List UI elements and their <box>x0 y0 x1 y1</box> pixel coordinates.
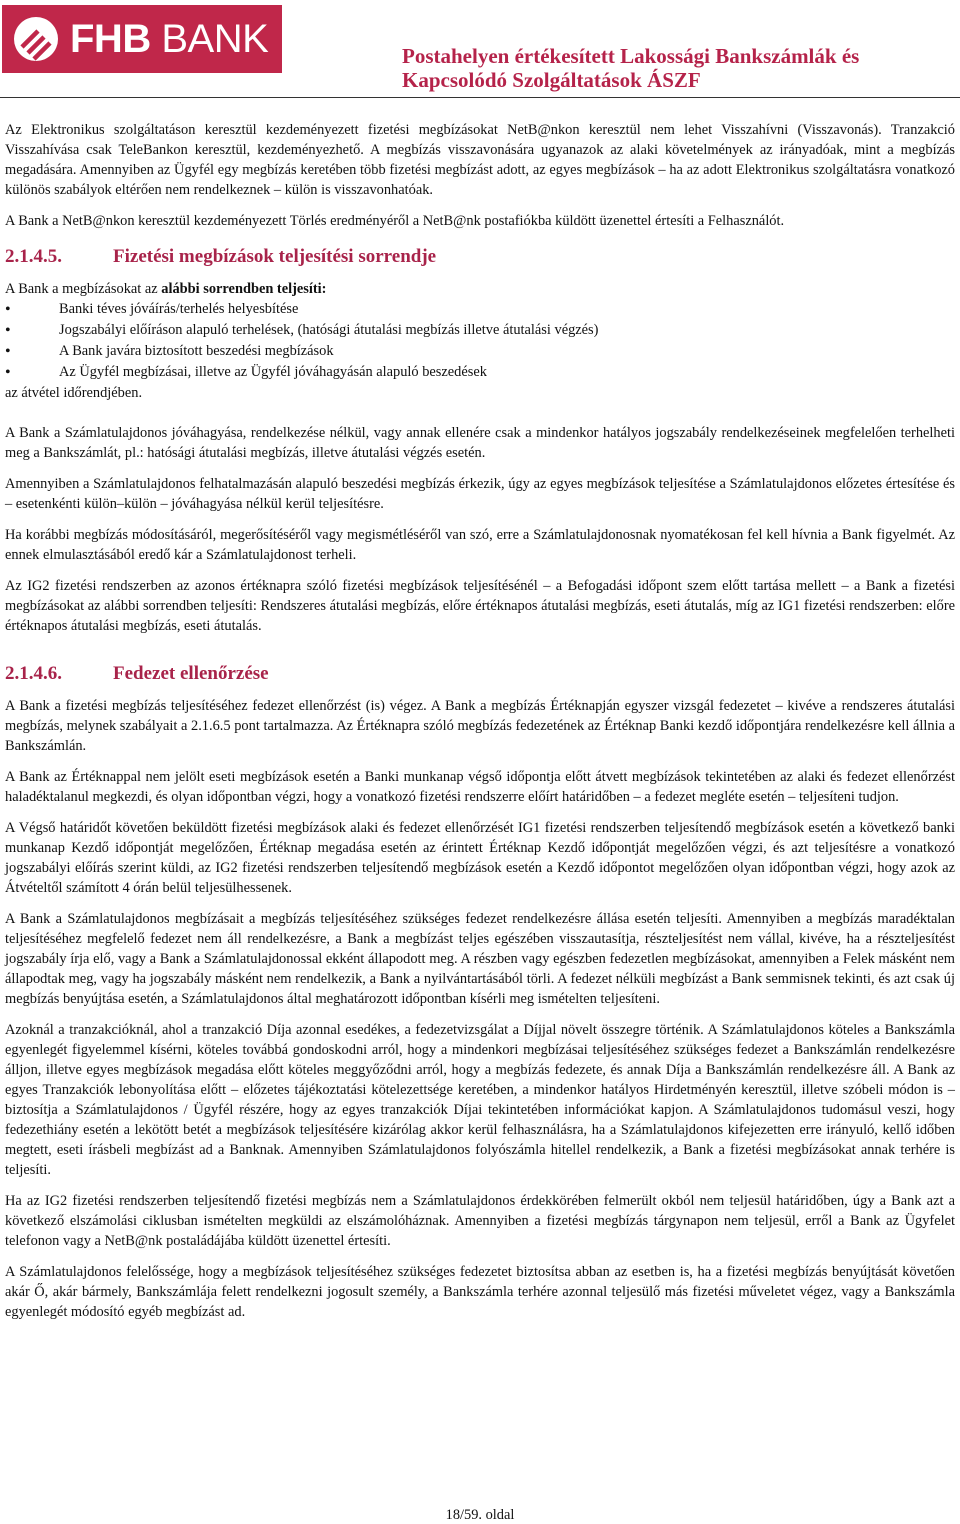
section2-paragraph: A Bank a fizetési megbízás teljesítéséhez fedezet ellenőrzést (is) végez. A Bank a megbízás Értéknapján egyszer vizsgál fedezetet – kivéve a rendszeres átutalási megbízás, melynek szabályait a 2.1.6.5 pont tartalmazza. Az Értéknapra szóló megbízás fedezetének az Értéknap Banki kezdő időpontjára rendelkezésre kell állnia a Bankszámlán. <box>5 698 955 754</box>
section-heading-fedezet-ellenorzese <box>5 662 955 686</box>
document-title-line2: Kapcsolódó Szolgáltatások ÁSZF <box>402 68 701 92</box>
priority-list <box>5 299 955 383</box>
fhb-logo-mark-icon <box>14 17 58 61</box>
logo-wordmark <box>70 19 268 59</box>
section1-paragraph: Amennyiben a Számlatulajdonos felhatalmazásán alapuló beszedési megbízás érkezik, úgy az egyes megbízások teljesítése a Számlatulajdonos előzetes értesítése és – esetenkénti külön–külön – jóváhagyása nélkül kerül teljesítésre. <box>5 476 955 512</box>
document-title-line1: Postahelyen értékesített Lakossági Bankszámlák és <box>402 44 860 68</box>
section-number: 2.1.4.5. <box>5 246 62 267</box>
list-item: • Az Ügyfél megbízásai, illetve az Ügyfél jóváhagyásán alapuló beszedések <box>5 362 955 383</box>
document-title <box>402 44 922 92</box>
section2-paragraph: A Számlatulajdonos felelőssége, hogy a megbízások teljesítéséhez szükséges fedezetet biztosítsa abban az esetben is, ha a fizetési megbízás benyújtását követően akár Ő, akár bármely, Bankszámlája felett rendelkezni jogosult személy, a Bankszámla terhére azonnal teljesülő más fizetési műveletet végez, vagy a Bankszámla egyenlegét módosító egyéb megbízást ad. <box>5 1264 955 1320</box>
list-item: • Banki téves jóváírás/terhelés helyesbítése <box>5 299 955 320</box>
section1-paragraph: Ha korábbi megbízás módosításáról, megerősítéséről vagy megismétléséről van szó, erre a Számlatulajdonosnak nyomatékosan fel kell hívnia a Bank figyelmét. Az ennek elmulasztásából eredő kár a Számlatulajdonost terheli. <box>5 527 955 563</box>
section2-paragraph: Azoknál a tranzakcióknál, ahol a tranzakció Díja azonnal esedékes, a fedezetvizsgálat a Díjjal növelt összegre történik. A Számlatulajdonos köteles a Bankszámla egyenlegét figyelemmel kísérni, köteles továbbá gondoskodni arról, hogy a mindenkori megbízásai teljesítéséhez szükséges fedezet a Bankszámlán rendelkezésre álljon, illetve egyes megbízások megadása előtt köteles meggyőződni arról, hogy a megbízás fedezete, és annak Díja a Bankszámlán rendelkezésre áll. A Bank az egyes Tranzakciók lebonyolítása előtt – előzetes tájékoztatási kötelezettsége keretében, a mindenkor hatályos Hirdetményén keresztül, illetve szóbeli módon is – biztosítja a Számlatulajdonos / Ügyfél részére, hogy az egyes tranzakciók Díjai tekintetében információkat kapjon. A Számlatulajdonos tudomásul veszi, hogy fedezethiány esetén a lekötött betét a megbízások teljesítésére kizárólag akkor kerül felhasználásra, ha a Számlatulajdonos kifejezetten erre irányuló, kellő időben megtett, eseti írásbeli megbízást ad a Banknak. Amennyiben Számlatulajdonos folyószámla hitellel rendelkezik, a Bank a fizetési megbízásokat annak terhére is teljesíti. <box>5 1022 955 1178</box>
document-body <box>5 120 955 1333</box>
section2-paragraph: Ha az IG2 fizetési rendszerben teljesítendő fizetési megbízás nem a Számlatulajdonos érdekkörében felmerült okból nem teljesül határidőben, úgy a Bank azt a következő elszámolási ciklusban ismételten megküldi az elszámolóháznak. Amennyiben a fizetési megbízás tárgynapon nem teljesül, erről a Bank az Ügyfelet telefonon vagy a NetB@nk postaládájába küldött üzenettel értesíti. <box>5 1193 955 1249</box>
section1-lead <box>5 279 955 299</box>
intro-paragraph-1: Az Elektronikus szolgáltatáson keresztül kezdeményezett fizetési megbízásokat NetB@nkon keresztül nem lehet Visszahívni (Visszavonás). Tranzakció Visszahívása csak TeleBankon keresztül, kezdeményezhető. A megbízás visszavonására ugyanazok az alaki követelmények az irányadóak, mint a megbízás megadására. Amennyiben az Ügyfél egy megbízás keretében több fizetési megbízást adott, az egyes megbízások – ha az adott Elektronikus szolgáltatásra vonatkozó különös szabályok eltérően nem rendelkeznek – külön is visszavonhatóak. <box>5 122 955 198</box>
list-item: • Jogszabályi előíráson alapuló terhelések, (hatósági átutalási megbízás illetve átutalási végzés) <box>5 320 955 341</box>
section2-paragraph: A Bank a Számlatulajdonos megbízásait a megbízás teljesítéséhez szükséges fedezet rendelkezésre állása esetén teljesíti. Amennyiben a megbízás maradéktalan teljesítéséhez megfelelő fedezet nem áll rendelkezésre, a Bank a megbízást teljes egészében visszautasítja, részteljesítést nem vállal, kivéve, ha a részteljesítést jogszabály írja elő, vagy a Bank a Számlatulajdonossal ekként állapodott meg. A részben vagy egészben fedezetlen megbízásokat, amennyiben a Felek másként nem állapodtak meg, vagy ha jogszabály másként nem rendelkezik, a Bank a nyilvántartásából törli. A fedezet nélküli megbízást a Bank semmisnek tekinti, és azt csak új megbízás benyújtása esetén, a Számlatulajdonos által meghatározott időpontban kísérli meg ismételten teljesíteni. <box>5 911 955 1007</box>
section1-paragraph: Az IG2 fizetési rendszerben az azonos értéknapra szóló fizetési megbízások teljesítésénél – a Befogadási időpont szem előtt tartása mellett – a Bank a fizetési megbízásokat az alábbi sorrendben teljesíti: Rendszeres átutalási megbízás, előre értéknapos átutalási megbízás, eseti átutalás, míg az IG1 fizetési rendszerben: előre értéknapos átutalási megbízás, eseti átutalás. <box>5 578 955 634</box>
fhb-bank-logo <box>2 5 282 73</box>
section2-paragraph: A Végső határidőt követően beküldött fizetési megbízások alaki és fedezet ellenőrzését IG1 fizetési rendszerben teljesítendő megbízások esetén a következő banki munkanap Kezdő időpontját megelőzően, Értéknap megadása esetén az érintett Értéknap Kezdő időpontját megelőzően végzi, és azt teljesítésre a vonatkozó jogszabályi előírás szerint küldi, az IG2 fizetési rendszerben teljesítendő megbízások esetén a Kezdő időpontot megelőzően olyan időpontban végzi, hogy azok az Átvételtől számított 4 órán belül teljesülhessenek. <box>5 820 955 896</box>
logo-text-light: BANK <box>161 17 269 61</box>
list-footnote: az átvétel időrendjében. <box>5 385 143 401</box>
lead-text: A Bank a megbízásokat az <box>5 281 162 297</box>
section-title: Fedezet ellenőrzése <box>113 663 269 684</box>
section-heading-teljesitesi-sorrend <box>5 245 955 269</box>
page-number: 18/59. oldal <box>445 1507 515 1523</box>
lead-text-bold: alábbi sorrendben teljesíti: <box>161 281 327 297</box>
list-item: • A Bank javára biztosított beszedési megbízások <box>5 341 955 362</box>
section2-paragraph: A Bank az Értéknappal nem jelölt eseti megbízások esetén a Banki munkanap végső időpontja előtt átvett megbízások tekintetében az alaki és fedezet ellenőrzést haladéktalanul megkezdi, és olyan időpontban végzi, hogy a vonatkozó fizetési rendszerre előírt határidőben – a fedezet megléte esetén – teljesíteni tudjon. <box>5 769 955 805</box>
section-number: 2.1.4.6. <box>5 663 62 684</box>
logo-text-bold: FHB <box>70 17 151 61</box>
section1-paragraph: A Bank a Számlatulajdonos jóváhagyása, rendelkezése nélkül, vagy annak ellenére csak a mindenkor hatályos jogszabály rendelkezéseinek megfelelően terhelheti meg a Bankszámlát, pl.: hatósági átutalási megbízás, illetve átutalási végzés esetén. <box>5 425 955 461</box>
section-title: Fizetési megbízások teljesítési sorrendje <box>113 246 437 267</box>
intro-paragraph-2: A Bank a NetB@nkon keresztül kezdeményezett Törlés eredményéről a NetB@nk postafiókba küldött üzenettel értesíti a Felhasználót. <box>5 213 785 229</box>
header-divider <box>0 97 960 98</box>
